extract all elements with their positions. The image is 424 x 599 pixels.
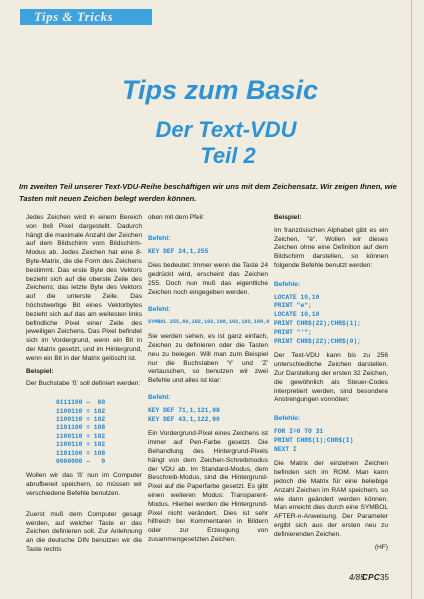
paragraph: Wollen wir das 'ß' nun im Computer abrufbereit speichern, so müssen wir verschiedene Befehle benutzen. (26, 472, 142, 497)
binary-row: 0111100 — 60 (56, 399, 106, 407)
issue-number: 4/85 (349, 573, 365, 582)
binary-row: 1101100 = 108 (56, 424, 106, 432)
paragraph: Ein Vordergrund-Pixel eines Zeichens ist immer auf Pen-Farbe gesetzt. Die Behandlung des Hintergrund-Pixels hängt von dem Zeichen-Schreibmodus der VDU ab. Im Standard-Modus, dem Beschreib-Modus, sind die Hintergrund-Pixel auf die Paperfarbe gesetzt. Es gibt einen weiteren Modus: Transparent-Modus. Hierbei werden die Hintergrund-Pixel nicht verändert. Dies ist sehr hilfreich bei Kommentaren in Bildern oder zur Erzeugung von zusammengesetzten Zeichen. (148, 430, 268, 543)
binary-row: 1100110 = 102 (56, 415, 106, 423)
page-title: Tips zum Basic (121, 75, 319, 105)
page-part: Teil 2 (200, 143, 256, 168)
paragraph: Zuerst muß dem Computer gesagt werden, auf welcher Taste er das Zeichen definieren soll. Zur Anlehnung an die deutsche DIN benutzen wir die Taste rechts (26, 510, 142, 553)
paragraph: Sie werden sehen, es ist ganz einfach, Zeichen zu definieren oder die Tasten neu zu belegen. Will man zum Beispiel nur die Buchstaben 'Y' und 'Z' vertauschen, so benutzen wir zwei Befehle und alles ist klar: (148, 333, 268, 385)
command-heading: Befehl: (148, 305, 171, 313)
section-banner-label: Tips & Tricks (34, 9, 114, 24)
paragraph: Der Buchstabe 'ß' soll definiert werden: (26, 380, 141, 388)
paragraph: Im französischen Alphabet gibt es ein Zeichen, "è". Wollen wir dieses Zeichen ohne eine Definition auf dem Bildschirm darstellen, so können folgende Befehle benutzt werden: (274, 226, 388, 269)
paragraph: Jedes Zeichen wird in einem Bereich von 8x8 Pixel dargestellt. Dadurch hängt die maximale Anzahl der Zeichen auf dem Bildschirm vom Bildschirm-Modus ab. Jedes Zeichen hat eine 8-Byte-Matrix, die die Form des Zeichens bestimmt. Das erste Byte des Vektors bezieht sich auf die oberste Zeile des Zeichens; das letzte Byte des Vektors auf die unterste Zeile. Das höchstwertige Bit eines Vektorbytes bezieht sich auf das am weitesten links befindliche Pixel einer Zeile des jeweiligen Zeichens. Das Pixel befindet sich im Vordergrund, wenn ein Bit in der Matrix gesetzt, und im Hintergrund, wenn ein Bit in der Matrix gelöscht ist. (26, 214, 142, 362)
code-block: KEY DEF 71,1,121,89 KEY DEF 43,1,122,90 (148, 406, 220, 423)
command-heading: Befehl: (148, 393, 171, 401)
binary-matrix (26, 399, 142, 466)
paragraph: Die Matrix der einzelnen Zeichen befinden sich im ROM. Man kann jedoch die Matrix für eine beliebige Anzahl Zeichen im RAM speichern, so wie dann geändert werden können. Man erreicht dies durch eine SYMBOL AFTER-n-Anweisung. Der Parameter ergibt sich aus der ersten neu zu definierenden Zeichen. (274, 460, 388, 538)
page-subtitle: Der Text-VDU (155, 117, 297, 142)
binary-row: 0000000 — 0 (56, 457, 106, 465)
binary-row: 1100110 = 102 (56, 441, 106, 449)
section-heading: Beispiel: (26, 367, 54, 375)
intro-paragraph: Im zweiten Teil unserer Text-VDU-Reihe beschäftigen wir uns mit dem Zeichensatz. Wir zeigen Ihnen, wie Tasten mit neuen Zeichen belegt werden können. (19, 182, 397, 203)
binary-row: 1100110 = 102 (56, 407, 106, 415)
code-block: KEY DEF 24,1,255 (148, 247, 209, 255)
command-heading: Befehle: (274, 280, 301, 288)
magazine-name: CPC (362, 573, 381, 582)
code-block: LOCATE 10,10 PRINT "e"; LOCATE 10,10 PRINT CHR$(22);CHR$(1); PRINT "'"; PRINT CHR$(22);CHR$(0); (274, 293, 361, 345)
command-heading: Befehle: (274, 415, 301, 423)
paragraph: Der Text-VDU kann bis zu 256 unterschiedliche Zeichen darstellen. Zur Darstellung der ersten 32 Zeichen, die gewöhnlich als Steuer-Codes interpretiert werden, sind besondere Anstrengungen vonnöten: (274, 352, 388, 404)
paragraph: Dies bedeutet: Immer wenn die Taste 24 gedrückt wird, erscheint das Zeichen 255. Doch nun muß das eigentliche Zeichen noch eingegeben werden. (148, 262, 268, 296)
paragraph: oben mit dem Pfeil: (148, 214, 205, 221)
column-2 (148, 214, 268, 549)
binary-row: 1100110 = 102 (56, 432, 106, 440)
binary-row: 1101100 = 108 (56, 449, 106, 457)
column-3 (274, 214, 388, 556)
command-heading: Befehl: (148, 234, 171, 242)
code-block: SYMBOL 255,60,102,102,108,102,102,108,0 (148, 319, 270, 326)
column-1 (26, 214, 142, 559)
author-signature: (HF) (374, 543, 388, 551)
page-number: 35 (380, 573, 389, 582)
section-heading: Beispiel: (274, 214, 302, 221)
code-block: FOR I=0 TO 31 PRINT CHR$(1);CHR$(I) NEXT I (274, 427, 354, 453)
